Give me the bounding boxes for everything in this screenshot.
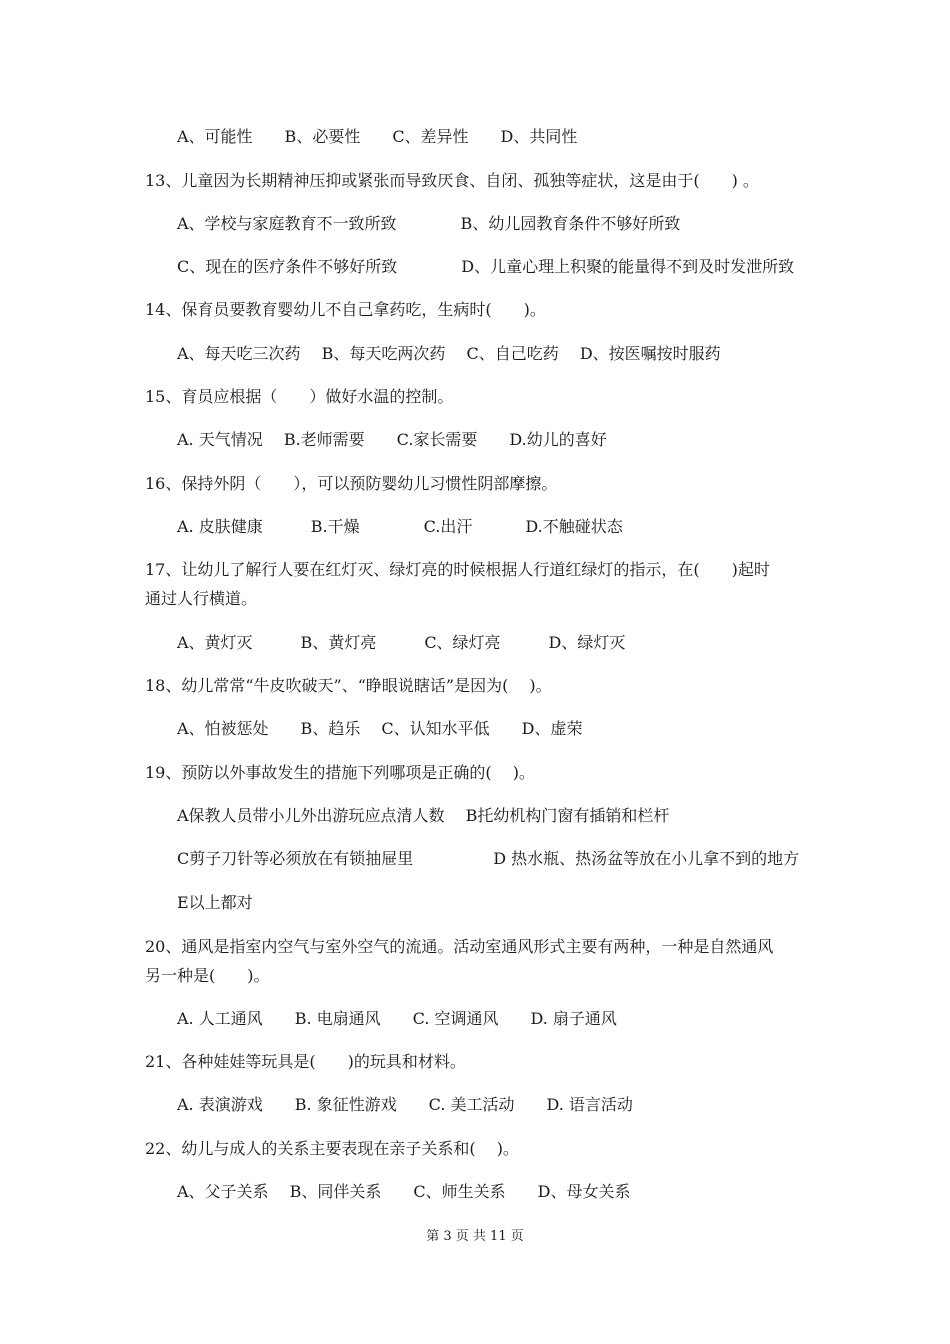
- q12-options: A、可能性 B、必要性 C、差异性 D、共同性: [177, 127, 578, 146]
- q14-question: 14、保育员要教育婴幼儿不自己拿药吃，生病时( )。: [145, 300, 546, 319]
- q17-question-line-1: 17、让幼儿了解行人要在红灯灭、绿灯亮的时候根据人行道红绿灯的指示，在( )起时: [145, 560, 770, 579]
- q20-options: A. 人工通风 B. 电扇通风 C. 空调通风 D. 扇子通风: [177, 1009, 617, 1028]
- q22-options: A、父子关系 B、同伴关系 C、师生关系 D、母女关系: [177, 1182, 631, 1201]
- page-footer: 第 3 页 共 11 页: [426, 1229, 524, 1244]
- q17-question-line-2: 通过人行横道。: [145, 589, 258, 608]
- q13-options-1: A、学校与家庭教育不一致所致 B、幼儿园教育条件不够好所致: [177, 214, 681, 233]
- q20-question-line-1: 20、通风是指室内空气与室外空气的流通。活动室通风形式主要有两种，一种是自然通风: [145, 937, 774, 956]
- q16-options: A. 皮肤健康 B.干燥 C.出汗 D.不触碰状态: [177, 517, 623, 536]
- q20-question-line-2: 另一种是( )。: [145, 966, 270, 985]
- q14-options: A、每天吃三次药 B、每天吃两次药 C、自己吃药 D、按医嘱按时服药: [177, 344, 721, 363]
- q18-options: A、怕被惩处 B、趋乐 C、认知水平低 D、虚荣: [177, 719, 583, 738]
- q15-options: A. 天气情况 B.老师需要 C.家长需要 D.幼儿的喜好: [177, 430, 607, 449]
- q21-question: 21、各种娃娃等玩具是( )的玩具和材料。: [145, 1052, 466, 1071]
- q18-question: 18、幼儿常常“牛皮吹破天”、“睁眼说瞎话”是因为( )。: [145, 676, 552, 695]
- q13-question: 13、儿童因为长期精神压抑或紧张而导致厌食、自闭、孤独等症状，这是由于( ) 。: [145, 171, 759, 190]
- q19-question: 19、预防以外事故发生的措施下列哪项是正确的( )。: [145, 763, 535, 782]
- q16-question: 16、保持外阴（ ），可以预防婴幼儿习惯性阴部摩擦。: [145, 474, 558, 493]
- q19-options-1: A保教人员带小儿外出游玩应点清人数 B托幼机构门窗有插销和栏杆: [177, 806, 670, 825]
- q13-options-2: C、现在的医疗条件不够好所致 D、儿童心理上积聚的能量得不到及时发泄所致: [177, 257, 795, 276]
- q21-options: A. 表演游戏 B. 象征性游戏 C. 美工活动 D. 语言活动: [177, 1095, 633, 1114]
- q15-question: 15、育员应根据（ ）做好水温的控制。: [145, 387, 454, 406]
- q19-options-2: C剪子刀针等必须放在有锁抽屉里 D 热水瓶、热汤盆等放在小儿拿不到的地方: [177, 849, 800, 868]
- q17-options: A、黄灯灭 B、黄灯亮 C、绿灯亮 D、绿灯灭: [177, 633, 626, 652]
- q19-options-3: E以上都对: [177, 893, 253, 912]
- q22-question: 22、幼儿与成人的关系主要表现在亲子关系和( )。: [145, 1139, 519, 1158]
